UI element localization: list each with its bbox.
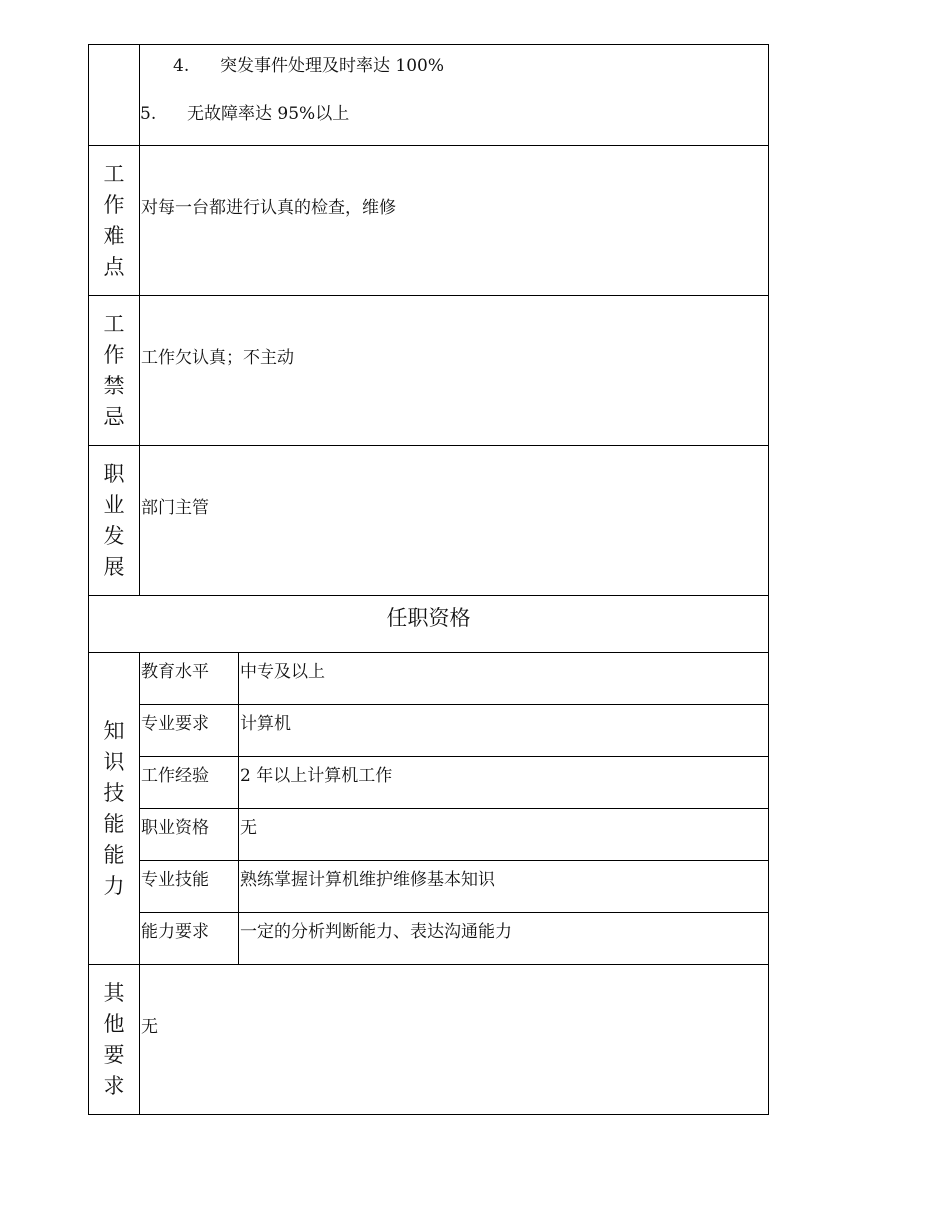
qualification-row bbox=[89, 809, 769, 861]
job-description-table bbox=[88, 44, 769, 1115]
difficulty-label: 工 作 难 点 bbox=[89, 146, 140, 296]
qualification-key: 能力要求 bbox=[140, 913, 239, 965]
other-label: 其 他 要 求 bbox=[89, 965, 140, 1115]
qualification-value: 2 年以上计算机工作 bbox=[239, 757, 769, 809]
qualification-key: 专业技能 bbox=[140, 861, 239, 913]
list-item: 5. 无故障率达 95%以上 bbox=[140, 104, 350, 124]
qualification-row bbox=[89, 705, 769, 757]
qualification-key: 专业要求 bbox=[140, 705, 239, 757]
other-value: 无 bbox=[140, 965, 769, 1115]
list-item: 4. 突发事件处理及时率达 100% bbox=[173, 56, 445, 76]
qualification-row bbox=[89, 913, 769, 965]
career-label: 职 业 发 展 bbox=[89, 446, 140, 596]
qualification-row bbox=[89, 861, 769, 913]
knowledge-skill-label: 知 识 技 能 能 力 bbox=[89, 653, 140, 965]
career-value: 部门主管 bbox=[140, 446, 769, 596]
qualification-key: 教育水平 bbox=[140, 653, 239, 705]
qualification-key: 工作经验 bbox=[140, 757, 239, 809]
performance-row bbox=[89, 45, 769, 146]
qualification-value: 一定的分析判断能力、表达沟通能力 bbox=[239, 913, 769, 965]
qualification-key: 职业资格 bbox=[140, 809, 239, 861]
qualification-value: 中专及以上 bbox=[239, 653, 769, 705]
qualification-value: 无 bbox=[239, 809, 769, 861]
performance-label-cell bbox=[89, 45, 140, 146]
qualification-row bbox=[89, 757, 769, 809]
other-row bbox=[89, 965, 769, 1115]
performance-list bbox=[140, 45, 769, 146]
qualification-row bbox=[89, 653, 769, 705]
career-row bbox=[89, 446, 769, 596]
difficulty-value: 对每一台都进行认真的检查，维修 bbox=[140, 146, 769, 296]
qualification-value: 熟练掌握计算机维护维修基本知识 bbox=[239, 861, 769, 913]
qualification-value: 计算机 bbox=[239, 705, 769, 757]
section-title: 任职资格 bbox=[89, 596, 769, 653]
taboo-row bbox=[89, 296, 769, 446]
qualification-title-row bbox=[89, 596, 769, 653]
taboo-value: 工作欠认真；不主动 bbox=[140, 296, 769, 446]
taboo-label: 工 作 禁 忌 bbox=[89, 296, 140, 446]
difficulty-row bbox=[89, 146, 769, 296]
